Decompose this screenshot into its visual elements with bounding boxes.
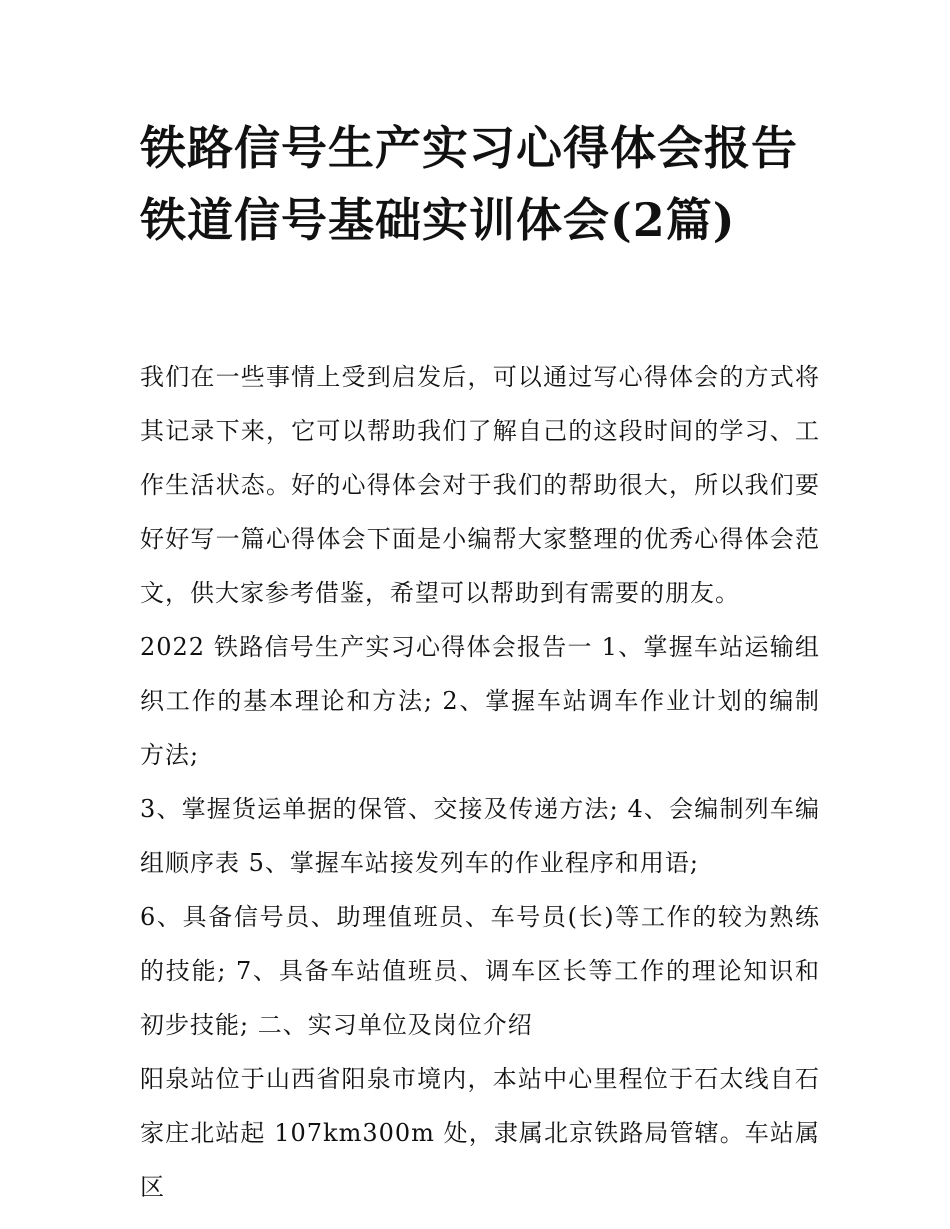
- document-body: [140, 350, 820, 1214]
- paragraph-goals-1-2: 2022 铁路信号生产实习心得体会报告一 1、掌握车站运输组织工作的基本理论和方法; 2、掌握车站调车作业计划的编制方法;: [140, 633, 820, 769]
- paragraph-goals-3-5: 3、掌握货运单据的保管、交接及传递方法; 4、会编制列车编组顺序表 5、掌握车站接发列车的作业程序和用语;: [140, 795, 820, 877]
- paragraph-intro: 我们在一些事情上受到启发后，可以通过写心得体会的方式将其记录下来，它可以帮助我们了解自己的这段时间的学习、工作生活状态。好的心得体会对于我们的帮助很大，所以我们要好好写一篇心得体会下面是小编帮大家整理的优秀心得体会范文，供大家参考借鉴，希望可以帮助到有需要的朋友。: [140, 363, 820, 607]
- paragraph-goals-6-7: 6、具备信号员、助理值班员、车号员(长)等工作的较为熟练的技能; 7、具备车站值班员、调车区长等工作的理论知识和初步技能; 二、实习单位及岗位介绍: [140, 903, 820, 1039]
- paragraph-station-intro: 阳泉站位于山西省阳泉市境内，本站中心里程位于石太线自石家庄北站起 107km300m 处，隶属北京铁路局管辖。车站属区: [140, 1065, 820, 1201]
- document-title: 铁路信号生产实习心得体会报告 铁道信号基础实训体会(2篇): [140, 121, 798, 247]
